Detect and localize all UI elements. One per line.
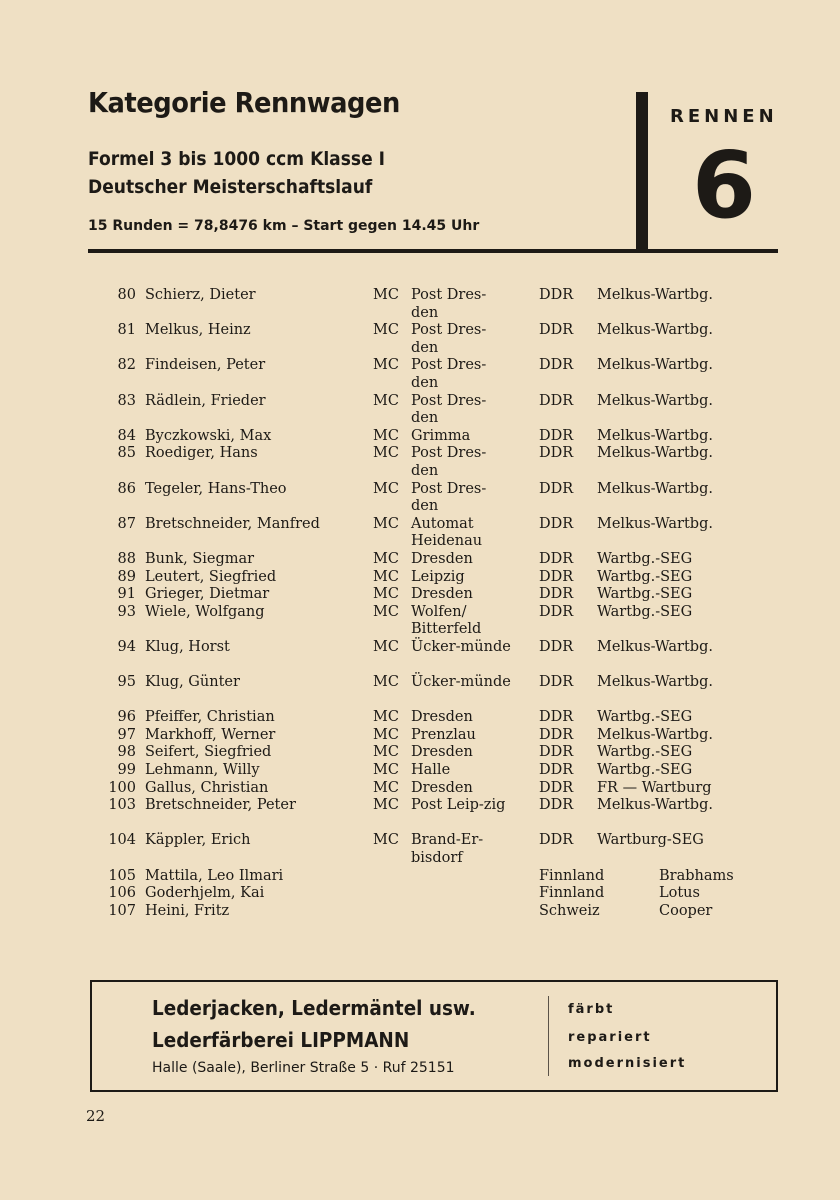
club-name: Wolfen/ Bitterfeld [411,603,482,638]
club-prefix: MC [373,762,399,779]
club-prefix: MC [373,357,399,374]
car-make: Melkus-Wartbg. [597,480,713,497]
entry-row [0,727,840,745]
car-make: Wartbg.-SEG [597,709,693,726]
entry-row [0,481,840,516]
driver-name: Byczkowski, Max [145,427,272,444]
club-name: Post Dres-den [411,357,487,391]
club-prefix: MC [373,392,399,409]
club-prefix: MC [373,603,399,620]
entry-row [0,744,840,762]
driver-name: Heini, Fritz [145,902,230,919]
club-prefix: MC [373,568,399,585]
driver-name: Schierz, Dieter [145,287,256,303]
driver-name: Mattila, Leo Ilmari [145,867,284,884]
entry-number: 106 [108,885,136,902]
driver-name: Gallus, Christian [145,779,269,796]
car-make: Melkus-Wartbg. [597,674,713,691]
entry-row [0,287,840,322]
entry-row [0,516,840,551]
entry-number: 99 [117,762,136,779]
header-rule [88,249,778,253]
advertisement [90,980,778,1092]
club-name: Prenzlau [411,726,476,743]
entry-number: 91 [117,586,136,603]
entry-number: 86 [117,480,136,497]
club-prefix: MC [373,726,399,743]
club-name: Post Leip-zig [411,797,506,814]
country: DDR [539,709,574,726]
country: DDR [539,392,574,409]
driver-name: Rädlein, Frieder [145,392,266,409]
car-make: Cooper [659,902,713,919]
entry-number: 105 [108,867,136,884]
driver-name: Klug, Günter [145,674,240,691]
ad-service-dye: färbt [568,1002,615,1017]
country: DDR [539,726,574,743]
country: DDR [539,762,574,779]
club-name: Dresden [411,550,473,567]
entry-row [0,322,840,357]
entry-row [0,868,840,886]
country: DDR [539,445,574,462]
entry-row [0,797,840,832]
driver-name: Klug, Horst [145,638,230,655]
ad-headline: Lederjacken, Ledermäntel usw. [152,996,476,1020]
driver-name: Käppler, Erich [145,832,251,849]
ad-address: Halle (Saale), Berliner Straße 5 · Ruf 25151 [152,1060,455,1076]
club-name: Automat Heidenau [411,515,483,550]
entry-row [0,674,840,709]
country: Schweiz [539,902,600,919]
club-prefix: MC [373,744,399,761]
country: DDR [539,638,574,655]
club-prefix: MC [373,709,399,726]
club-prefix: MC [373,779,399,796]
entry-number: 97 [117,726,136,743]
club-prefix: MC [373,322,399,339]
entry-number: 83 [117,392,136,409]
entry-row [0,639,840,674]
entry-row [0,604,840,639]
entry-number: 104 [108,832,136,849]
club-name: Dresden [411,586,473,603]
club-name: Dresden [411,709,473,726]
entry-number: 88 [117,550,136,567]
country: DDR [539,744,574,761]
entry-row [0,709,840,727]
club-prefix: MC [373,586,399,603]
entry-number: 96 [117,709,136,726]
entry-number: 82 [117,357,136,374]
club-name: Ücker-münde [411,674,511,691]
club-name: Leipzig [411,568,465,585]
driver-name: Bunk, Siegmar [145,550,255,567]
ad-service-modernize: modernisiert [568,1056,687,1071]
car-make: Wartburg-SEG [597,832,704,849]
entry-number: 81 [117,322,136,339]
car-make: FR — Wartburg [597,779,712,796]
championship-title: Deutscher Meisterschaftslauf [88,176,373,198]
driver-name: Melkus, Heinz [145,322,251,339]
club-prefix: MC [373,550,399,567]
club-name: Post Dres-den [411,392,487,427]
club-prefix: MC [373,674,399,691]
club-name: Halle [411,762,451,779]
car-make: Melkus-Wartbg. [597,322,713,339]
driver-name: Goderhjelm, Kai [145,885,265,902]
driver-name: Findeisen, Peter [145,357,266,374]
car-make: Melkus-Wartbg. [597,515,713,532]
driver-name: Grieger, Dietmar [145,586,270,603]
entry-row [0,393,840,428]
car-make: Melkus-Wartbg. [597,357,713,374]
driver-name: Lehmann, Willy [145,762,260,779]
entry-row [0,903,840,921]
club-name: Post Dres-den [411,480,487,515]
driver-name: Roediger, Hans [145,445,258,462]
entry-number: 98 [117,744,136,761]
country: DDR [539,427,574,444]
club-name: Dresden [411,744,473,761]
driver-name: Seifert, Siegfried [145,744,272,761]
entry-number: 93 [117,603,136,620]
driver-name: Wiele, Wolfgang [145,603,265,620]
car-make: Wartbg.-SEG [597,744,693,761]
country: DDR [539,674,574,691]
driver-name: Bretschneider, Manfred [145,515,320,532]
country: DDR [539,515,574,532]
country: DDR [539,322,574,339]
club-name: Post Dres-den [411,287,487,321]
car-make: Melkus-Wartbg. [597,797,713,814]
ad-service-repair: repariert [568,1030,652,1045]
country: DDR [539,586,574,603]
entry-row [0,780,840,798]
car-make: Melkus-Wartbg. [597,392,713,409]
country: Finnland [539,867,605,884]
car-make: Wartbg.-SEG [597,550,693,567]
country: Finnland [539,885,605,902]
country: DDR [539,603,574,620]
car-make: Brabhams [659,867,734,884]
car-make: Wartbg.-SEG [597,603,693,620]
driver-name: Pfeiffer, Christian [145,709,275,726]
driver-name: Leutert, Siegfried [145,568,277,585]
car-make: Melkus-Wartbg. [597,445,713,462]
entry-number: 95 [117,674,136,691]
page-number: 22 [86,1107,106,1125]
entry-number: 89 [117,568,136,585]
car-make: Wartbg.-SEG [597,762,693,779]
club-name: Ücker-münde [411,638,511,655]
country: DDR [539,287,574,303]
club-prefix: MC [373,797,399,814]
entry-number: 103 [108,797,136,814]
club-prefix: MC [373,638,399,655]
car-make: Melkus-Wartbg. [597,287,713,303]
club-prefix: MC [373,427,399,444]
club-name: Brand-Er-bisdorf [411,832,484,866]
entry-list [0,287,840,920]
country: DDR [539,480,574,497]
car-make: Melkus-Wartbg. [597,427,713,444]
entry-row [0,428,840,446]
driver-name: Markhoff, Werner [145,726,276,743]
entry-number: 87 [117,515,136,532]
entry-number: 85 [117,445,136,462]
car-make: Wartbg.-SEG [597,568,693,585]
entry-number: 107 [108,902,136,919]
car-make: Melkus-Wartbg. [597,726,713,743]
entry-number: 100 [108,779,136,796]
entry-row [0,445,840,480]
country: DDR [539,357,574,374]
formula-class: Formel 3 bis 1000 ccm Klasse I [88,148,385,170]
entry-number: 84 [117,427,136,444]
club-prefix: MC [373,515,399,532]
vertical-divider [636,92,648,250]
race-number: 6 [692,132,757,239]
car-make: Wartbg.-SEG [597,586,693,603]
country: DDR [539,550,574,567]
country: DDR [539,568,574,585]
club-prefix: MC [373,287,399,303]
country: DDR [539,779,574,796]
car-make: Lotus [659,885,700,902]
driver-name: Bretschneider, Peter [145,797,296,814]
entry-row [0,762,840,780]
race-label: RENNEN [670,106,778,127]
entry-row [0,357,840,392]
entry-number: 94 [117,638,136,655]
ad-company: Lederfärberei LIPPMANN [152,1028,410,1052]
entry-row [0,551,840,569]
ad-divider [548,996,549,1076]
race-details: 15 Runden = 78,8476 km – Start gegen 14.45 Uhr [88,218,480,234]
club-name: Grimma [411,427,471,444]
entry-row [0,569,840,587]
category-title: Kategorie Rennwagen [88,86,400,119]
entry-row [0,832,840,867]
driver-name: Tegeler, Hans-Theo [145,480,287,497]
club-name: Post Dres-den [411,445,487,479]
country: DDR [539,832,574,849]
car-make: Melkus-Wartbg. [597,638,713,655]
country: DDR [539,797,574,814]
entry-row [0,885,840,903]
club-prefix: MC [373,445,399,462]
club-prefix: MC [373,832,399,849]
club-name: Dresden [411,779,473,796]
entry-row [0,586,840,604]
club-prefix: MC [373,480,399,497]
entry-number: 80 [117,287,136,303]
club-name: Post Dres-den [411,322,487,356]
